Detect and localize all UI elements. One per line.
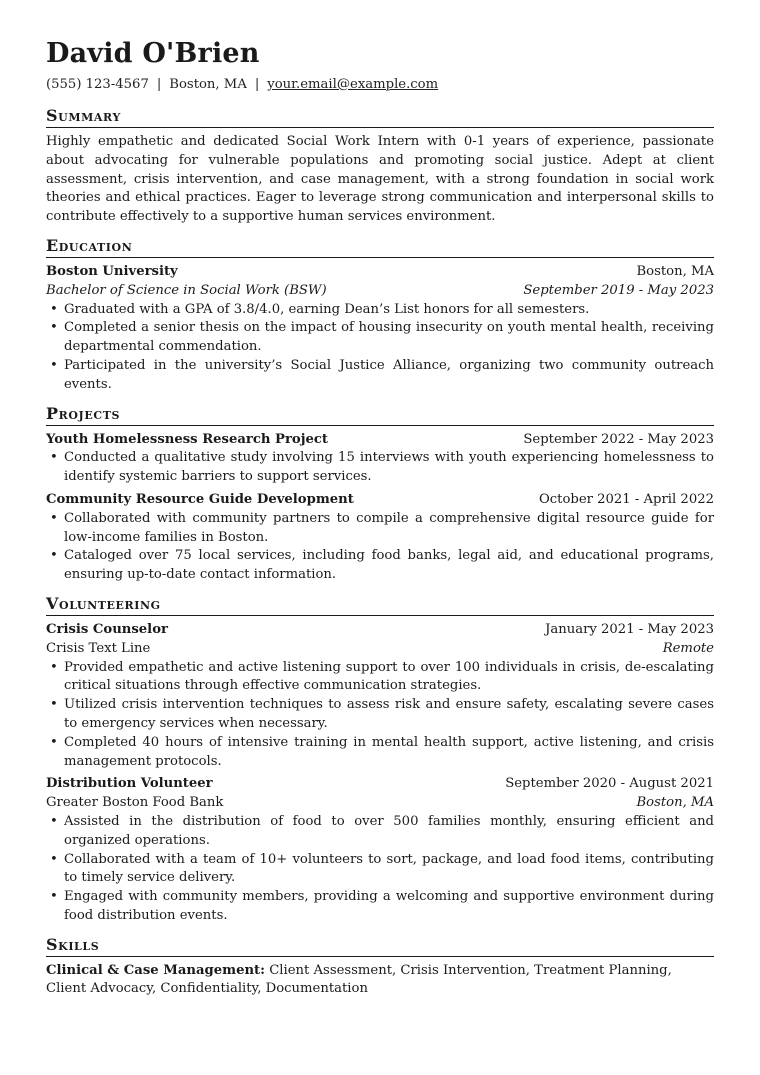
volunteer-org: Greater Boston Food Bank (46, 795, 224, 811)
contact-separator: | (156, 77, 162, 92)
volunteer-org: Crisis Text Line (46, 640, 151, 656)
volunteer-role: Crisis Counselor (46, 621, 168, 637)
project-name: Youth Homelessness Research Project (46, 431, 328, 447)
volunteer-entry (46, 621, 714, 771)
volunteering-section (46, 594, 714, 926)
volunteer-bullets (46, 813, 714, 926)
summary-text: Highly empathetic and dedicated Social Work Intern with 0-1 years of experience, passionate about advocating for vulnerable populations and promoting social justice. Adept at client assessment, crisis intervention, and case management, with a strong foundation in social work theories and ethical practices. Eager to leverage strong communication and interpersonal skills to contribute effectively to a supportive human services environment. (46, 134, 714, 225)
contact-line (46, 76, 714, 94)
education-section (46, 236, 714, 395)
section-title-projects: Projects (46, 404, 714, 426)
project-bullets (46, 510, 714, 585)
school-name: Boston University (46, 263, 178, 279)
phone-number: (555) 123-4567 (46, 77, 149, 92)
education-entry (46, 263, 714, 395)
list-item: • Graduated with a GPA of 3.8/4.0, earning Dean’s List honors for all semesters. (46, 301, 714, 320)
list-item: • Completed 40 hours of intensive training in mental health support, active listening, and crisis management protocols. (46, 734, 714, 772)
volunteer-role: Distribution Volunteer (46, 776, 213, 792)
list-item: • Conducted a qualitative study involving 15 interviews with youth experiencing homelessness to identify systemic barriers to support services. (46, 449, 714, 487)
section-title-summary: Summary (46, 106, 714, 128)
skills-line (46, 962, 714, 1000)
list-item: • Engaged with community members, providing a welcoming and supportive environment during food distribution events. (46, 888, 714, 926)
list-item: • Collaborated with community partners to compile a comprehensive digital resource guide for low-income families in Boston. (46, 510, 714, 548)
volunteer-bullets (46, 659, 714, 772)
skill-values: Client Assessment, Crisis Intervention, Treatment Planning, Client Advocacy, Confidentiality, Documentation (46, 962, 672, 997)
volunteer-location: Remote (662, 640, 714, 656)
list-item: • Utilized crisis intervention techniques to assess risk and ensure safety, escalating severe cases to emergency services when necessary. (46, 696, 714, 734)
list-item: • Participated in the university’s Social Justice Alliance, organizing two community outreach events. (46, 357, 714, 395)
skills-section (46, 935, 714, 1000)
project-bullets (46, 449, 714, 487)
list-item: • Cataloged over 75 local services, including food banks, legal aid, and educational programs, ensuring up-to-date contact information. (46, 547, 714, 585)
volunteer-location: Boston, MA (636, 795, 714, 811)
list-item: • Completed a senior thesis on the impact of housing insecurity on youth mental health, receiving departmental commendation. (46, 319, 714, 357)
contact-separator: | (254, 77, 260, 92)
volunteer-entry (46, 775, 714, 925)
location: Boston, MA (169, 77, 247, 92)
project-dates: September 2022 - May 2023 (523, 431, 714, 447)
volunteer-dates: January 2021 - May 2023 (545, 621, 714, 637)
degree: Bachelor of Science in Social Work (BSW) (46, 282, 327, 298)
project-name: Community Resource Guide Development (46, 491, 354, 507)
section-title-education: Education (46, 236, 714, 258)
list-item: • Assisted in the distribution of food to over 500 families monthly, ensuring efficient and organized operations. (46, 813, 714, 851)
candidate-name: David O'Brien (46, 38, 260, 69)
project-entry (46, 491, 714, 585)
summary-section (46, 106, 714, 227)
projects-section (46, 404, 714, 585)
project-dates: October 2021 - April 2022 (538, 491, 714, 507)
volunteer-dates: September 2020 - August 2021 (505, 776, 714, 792)
list-item: • Provided empathetic and active listening support to over 100 individuals in crisis, de-escalating critical situations through effective communication strategies. (46, 659, 714, 697)
list-item: • Collaborated with a team of 10+ volunteers to sort, package, and load food items, contributing to timely service delivery. (46, 851, 714, 889)
education-bullets (46, 301, 714, 395)
section-title-skills: Skills (46, 935, 714, 957)
project-entry (46, 431, 714, 487)
email-link[interactable]: your.email@example.com (267, 77, 439, 92)
education-dates: September 2019 - May 2023 (523, 282, 714, 298)
school-location: Boston, MA (636, 263, 714, 279)
section-title-volunteering: Volunteering (46, 594, 714, 616)
skill-category: Clinical & Case Management: (46, 962, 266, 978)
